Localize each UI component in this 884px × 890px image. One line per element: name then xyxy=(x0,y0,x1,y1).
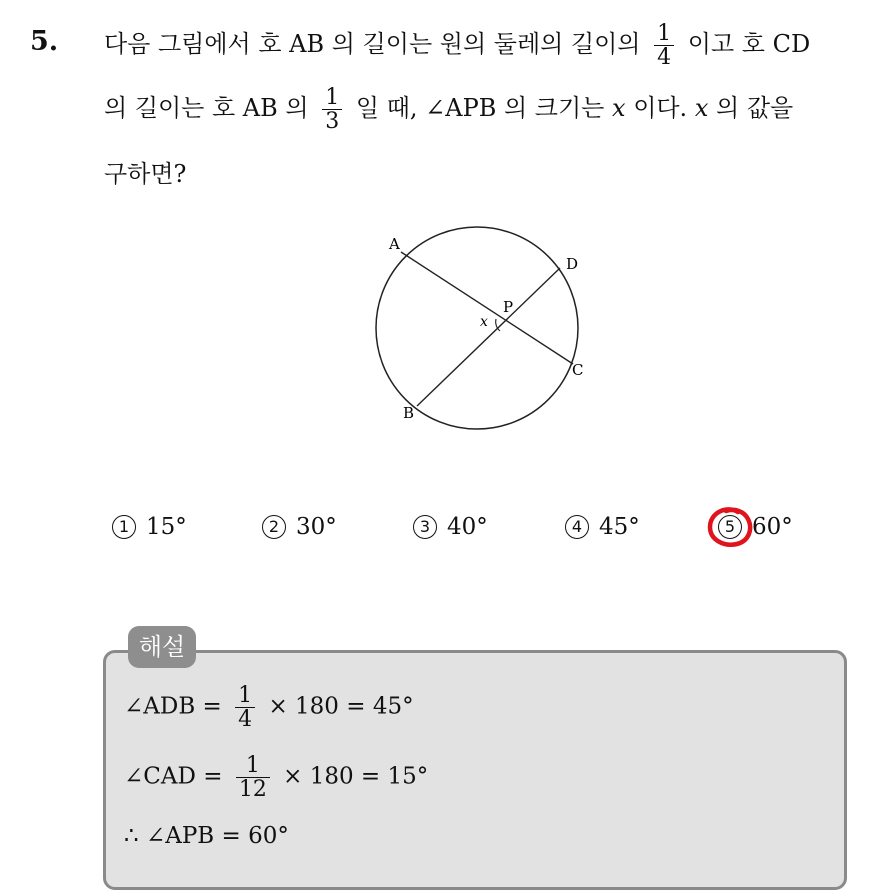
solution-text: × 180 = 15° xyxy=(283,763,429,790)
fraction-quarter xyxy=(654,22,674,69)
label-c: C xyxy=(572,361,584,379)
choice-number: 4 xyxy=(565,515,589,539)
answer-mark-icon xyxy=(704,503,758,551)
solution-text: × 180 = 45° xyxy=(268,693,414,720)
label-p: P xyxy=(503,298,514,316)
solution-text: ∠CAD = xyxy=(124,763,223,790)
choice-4[interactable] xyxy=(565,514,640,540)
choice-value: 30° xyxy=(296,514,337,540)
fraction-numerator: 1 xyxy=(235,684,255,708)
variable-x: x xyxy=(612,94,626,123)
label-a: A xyxy=(389,235,400,253)
choice-3[interactable] xyxy=(413,514,488,540)
solution-line-2 xyxy=(124,754,428,801)
fraction-third xyxy=(322,86,342,133)
solution-line-1 xyxy=(124,684,414,731)
fraction-numerator: 1 xyxy=(322,86,342,110)
question-text: 의 값을 xyxy=(716,94,794,123)
question-line-2 xyxy=(104,86,793,133)
fraction-numerator: 1 xyxy=(654,22,674,46)
solution-text: ∠ADB = xyxy=(124,693,222,720)
fraction-denominator: 4 xyxy=(657,45,672,71)
label-d: D xyxy=(566,255,579,273)
question-number: 5. xyxy=(30,26,59,57)
solution-tag: 해설 xyxy=(128,626,196,668)
choice-value: 45° xyxy=(599,514,640,540)
choice-value: 60° xyxy=(752,514,793,540)
question-text: 의 길이는 호 AB 의 xyxy=(104,94,309,123)
choice-number: 3 xyxy=(413,515,437,539)
question-text: 일 때, ∠APB 의 크기는 xyxy=(355,94,605,123)
fraction-numerator: 1 xyxy=(236,754,270,778)
fraction-denominator: 3 xyxy=(325,109,340,135)
question-text: 이다. xyxy=(633,94,688,123)
fraction-denominator: 4 xyxy=(238,707,253,733)
label-b: B xyxy=(403,404,415,422)
choice-number: 5 xyxy=(718,515,742,539)
solution-fraction xyxy=(235,684,255,731)
choice-number: 1 xyxy=(112,515,136,539)
question-line-3: 구하면? xyxy=(104,160,187,188)
question-text: 다음 그림에서 호 AB 의 길이는 원의 둘레의 길이의 xyxy=(104,30,641,59)
fraction-denominator: 12 xyxy=(238,777,267,803)
question-text: 이고 호 CD xyxy=(687,30,811,59)
chord-bd xyxy=(417,268,560,406)
choice-value: 15° xyxy=(146,514,187,540)
circle-outline xyxy=(376,227,578,429)
choice-value: 40° xyxy=(447,514,488,540)
choice-2[interactable] xyxy=(262,514,337,540)
choice-1[interactable] xyxy=(112,514,187,540)
label-x: x xyxy=(480,314,488,330)
choice-number: 2 xyxy=(262,515,286,539)
question-line-1 xyxy=(104,22,810,69)
solution-fraction xyxy=(236,754,270,801)
circle-figure xyxy=(360,220,600,430)
variable-x: x xyxy=(694,94,709,123)
solution-line-3: ∴ ∠APB = 60° xyxy=(124,823,289,849)
chord-ac xyxy=(401,252,573,364)
